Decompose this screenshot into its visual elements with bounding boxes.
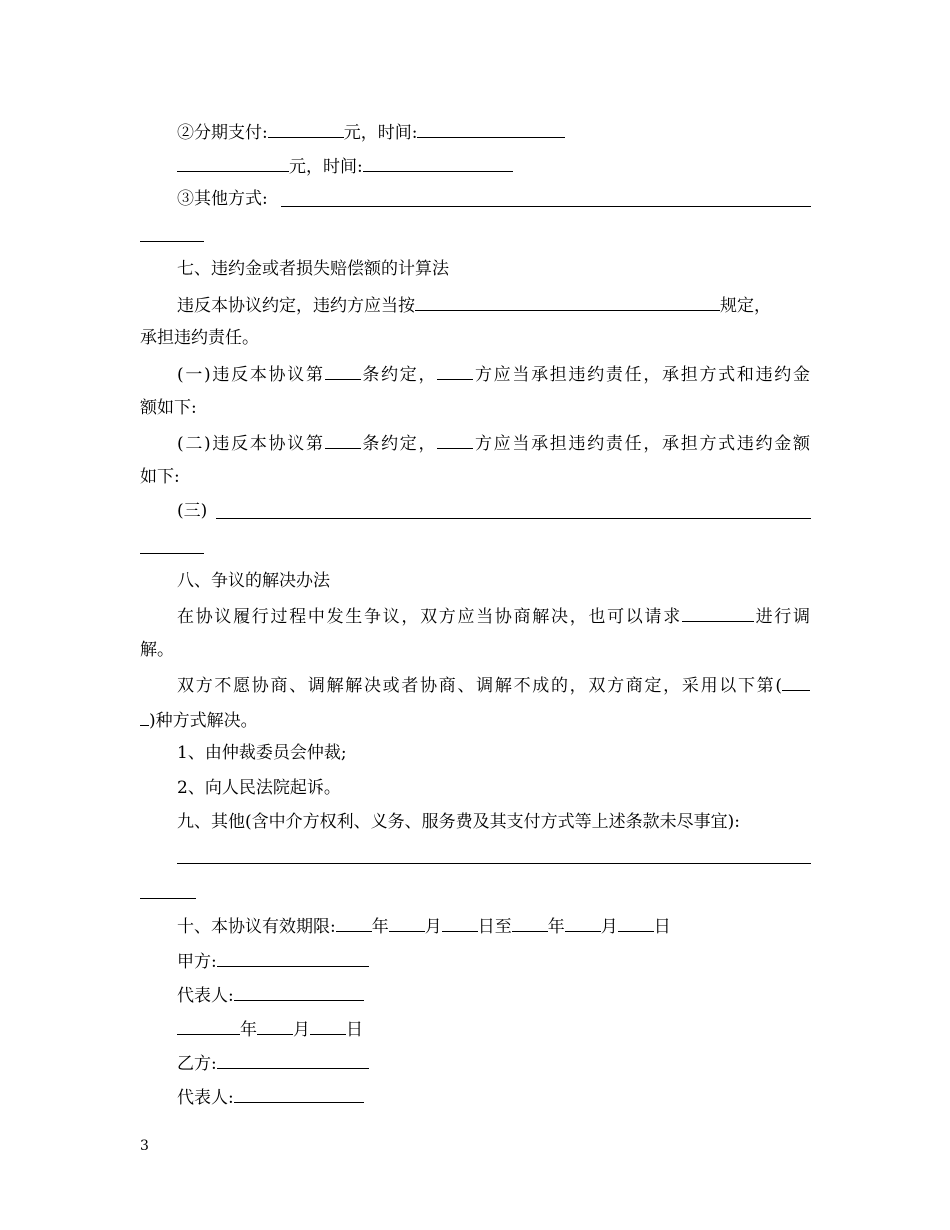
section-7-heading: 七、违约金或者损失赔偿额的计算法: [177, 259, 449, 279]
installment-line: [177, 121, 565, 143]
party-a-rep-line: [177, 984, 364, 1006]
text: 违反本协议约定，违约方应当按: [177, 296, 415, 316]
clause-7-2: [177, 432, 810, 454]
month-blank[interactable]: [257, 1018, 293, 1035]
rep-label: 代表人:: [177, 1088, 234, 1108]
text: 方应当承担违约责任，承担方式违约金额: [473, 434, 811, 454]
text: 月: [600, 917, 618, 937]
other-method-blank[interactable]: [281, 206, 811, 207]
option-2: 2、向人民法院起诉。: [177, 778, 341, 798]
text: 在协议履行过程中发生争议，双方应当协商解决，也可以请求: [177, 607, 682, 627]
year-blank[interactable]: [336, 915, 372, 932]
section-8-heading: 八、争议的解决办法: [177, 571, 330, 591]
text: 方应当承担违约责任，承担方式和违约金: [473, 365, 811, 385]
section-8-para-2-cont: [140, 709, 258, 731]
clause-7-3-blank-cont[interactable]: [140, 553, 204, 554]
text: 规定，: [720, 296, 771, 316]
text: 进行调: [753, 607, 811, 627]
clause-7-1-cont: 额如下:: [140, 398, 197, 418]
article-blank[interactable]: [325, 363, 361, 380]
installment-line-2: [177, 155, 513, 177]
section-7-para-1: [177, 294, 810, 316]
option-blank-cont[interactable]: [140, 709, 149, 726]
text: 条约定，: [360, 434, 438, 454]
party-a-label: 甲方:: [177, 952, 217, 972]
section-7-para-1-cont: 承担违约责任。: [140, 328, 259, 348]
rep-blank[interactable]: [234, 984, 364, 1001]
text: 月: [293, 1020, 310, 1040]
other-method-label: ③其他方式:: [177, 189, 268, 209]
text: (二)违反本协议第: [177, 434, 325, 454]
party-a-line: [177, 950, 369, 972]
amount-blank[interactable]: [268, 121, 344, 138]
rep-label: 代表人:: [177, 986, 234, 1006]
article-blank[interactable]: [325, 432, 361, 449]
section-8-para-1-cont: 解。: [140, 640, 174, 660]
amount-blank[interactable]: [177, 155, 289, 172]
party-b-label: 乙方:: [177, 1054, 217, 1074]
rep-blank[interactable]: [234, 1086, 364, 1103]
text: 双方不愿协商、调解解决或者协商、调解不成的，双方商定，采用以下第(: [177, 676, 782, 696]
text: 月: [424, 917, 442, 937]
text: 年: [547, 917, 565, 937]
other-method-blank-cont[interactable]: [140, 241, 204, 242]
text: 日: [346, 1020, 363, 1040]
clause-7-3: (三): [177, 501, 208, 521]
page-number: 3: [140, 1138, 149, 1154]
text: 年: [240, 1020, 257, 1040]
clause-7-3-blank[interactable]: [216, 518, 811, 519]
section-9-blank-cont[interactable]: [140, 898, 196, 899]
party-a-blank[interactable]: [217, 950, 369, 967]
month-blank[interactable]: [389, 915, 425, 932]
text: 日: [653, 917, 671, 937]
text: 日至: [477, 917, 512, 937]
section-10-term: [177, 915, 671, 937]
section-8-para-1: [177, 605, 810, 627]
party-b-line: [177, 1052, 369, 1074]
text: 年: [371, 917, 389, 937]
standard-blank[interactable]: [415, 294, 720, 311]
time-blank[interactable]: [417, 121, 565, 138]
installment-label: ②分期支付:: [177, 123, 268, 143]
time-label: 元，时间:: [289, 157, 363, 177]
year-blank[interactable]: [177, 1018, 240, 1035]
other-method-line: [177, 189, 268, 209]
year-blank[interactable]: [512, 915, 548, 932]
clause-7-2-cont: 如下:: [140, 467, 180, 487]
clause-7-1: [177, 363, 810, 385]
section-8-para-2: [177, 674, 810, 696]
text: 十、本协议有效期限:: [177, 917, 336, 937]
party-b-rep-line: [177, 1086, 364, 1108]
option-1: 1、由仲裁委员会仲裁;: [177, 743, 347, 763]
party-a-date-line: [177, 1018, 363, 1040]
party-blank[interactable]: [437, 432, 473, 449]
option-blank[interactable]: [782, 674, 810, 691]
text: (一)违反本协议第: [177, 365, 325, 385]
day-blank[interactable]: [310, 1018, 346, 1035]
party-b-blank[interactable]: [217, 1052, 369, 1069]
time-blank[interactable]: [363, 155, 513, 172]
section-9-blank[interactable]: [177, 863, 811, 864]
day-blank[interactable]: [618, 915, 654, 932]
party-blank[interactable]: [437, 363, 473, 380]
mediator-blank[interactable]: [682, 605, 754, 622]
month-blank[interactable]: [565, 915, 601, 932]
text: 条约定，: [360, 365, 438, 385]
section-9-heading: 九、其他(含中介方权利、义务、服务费及其支付方式等上述条款未尽事宜):: [177, 812, 740, 832]
time-label: 元，时间:: [343, 123, 418, 143]
text: )种方式解决。: [149, 711, 258, 731]
day-blank[interactable]: [442, 915, 478, 932]
